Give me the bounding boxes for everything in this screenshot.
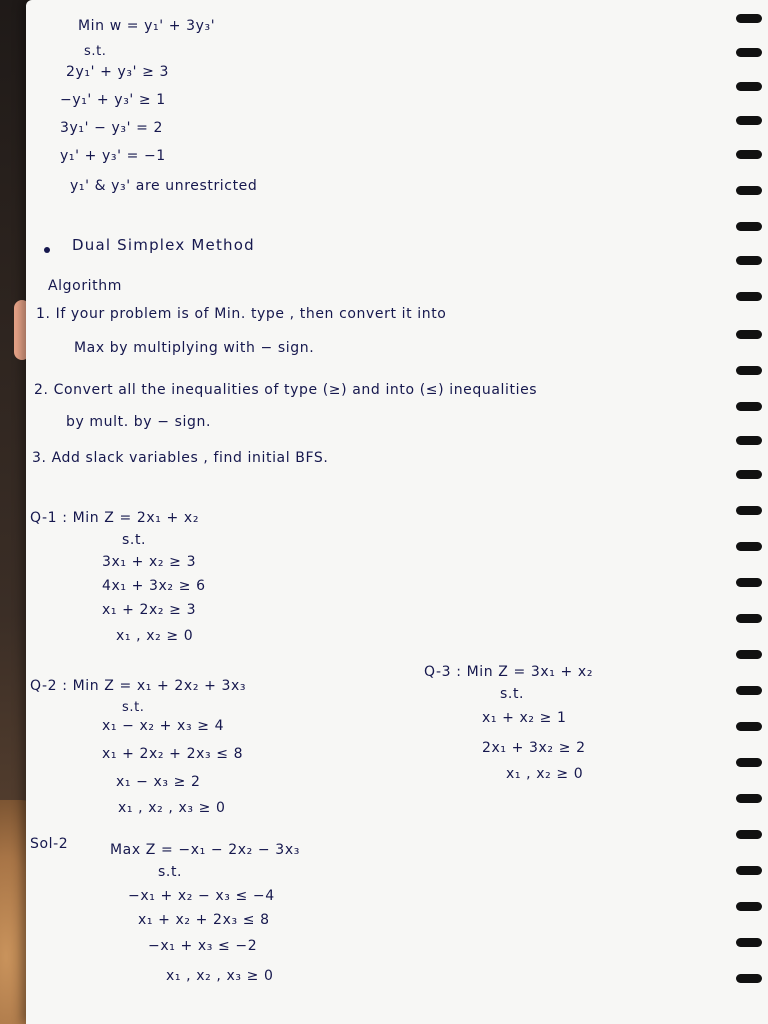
q1-constraint-1: 3x₁ + x₂ ≥ 3 xyxy=(102,554,197,570)
spiral-hole xyxy=(736,82,762,91)
solution-st: s.t. xyxy=(158,864,183,880)
q2-constraint-1: x₁ − x₂ + x₃ ≥ 4 xyxy=(102,718,225,734)
section-heading: Dual Simplex Method xyxy=(72,236,255,254)
dual-constraint-3: 3y₁' − y₃' = 2 xyxy=(60,120,163,136)
solution-objective: Max Z = −x₁ − 2x₂ − 3x₃ xyxy=(110,842,300,858)
spiral-hole xyxy=(736,686,762,695)
solution-constraint-1: −x₁ + x₂ − x₃ ≤ −4 xyxy=(128,888,275,904)
q3-constraint-2: 2x₁ + 3x₂ ≥ 2 xyxy=(482,740,586,756)
q2-constraint-3: x₁ − x₃ ≥ 2 xyxy=(116,774,201,790)
solution-constraint-3: −x₁ + x₃ ≤ −2 xyxy=(148,938,258,954)
dual-objective: Min w = y₁' + 3y₃' xyxy=(78,18,216,34)
step-2-line-2: by mult. by − sign. xyxy=(66,414,212,430)
dual-constraint-2: −y₁' + y₃' ≥ 1 xyxy=(60,92,166,108)
q3-objective: Q-3 : Min Z = 3x₁ + x₂ xyxy=(424,664,594,680)
spiral-hole xyxy=(736,794,762,803)
spiral-hole xyxy=(736,974,762,983)
solution-constraint-2: x₁ + x₂ + 2x₃ ≤ 8 xyxy=(138,912,270,928)
spiral-hole xyxy=(736,542,762,551)
q2-objective: Q-2 : Min Z = x₁ + 2x₂ + 3x₃ xyxy=(30,678,247,694)
step-1-line-2: Max by multiplying with − sign. xyxy=(74,340,315,356)
q2-constraint-2: x₁ + 2x₂ + 2x₃ ≤ 8 xyxy=(102,746,244,762)
q1-st: s.t. xyxy=(122,532,147,548)
dual-constraint-4: y₁' + y₃' = −1 xyxy=(60,148,166,164)
spiral-hole xyxy=(736,578,762,587)
spiral-hole xyxy=(736,292,762,301)
spiral-hole xyxy=(736,150,762,159)
spiral-hole xyxy=(736,366,762,375)
algorithm-label: Algorithm xyxy=(48,278,122,294)
unrestricted-note: y₁' & y₃' are unrestricted xyxy=(70,178,258,194)
spiral-hole xyxy=(736,222,762,231)
q3-nonneg: x₁ , x₂ ≥ 0 xyxy=(506,766,584,782)
q2-st: s.t. xyxy=(122,700,145,715)
spiral-hole xyxy=(736,758,762,767)
dual-constraint-1: 2y₁' + y₃' ≥ 3 xyxy=(66,64,169,80)
q2-nonneg: x₁ , x₂ , x₃ ≥ 0 xyxy=(118,800,226,816)
spiral-hole xyxy=(736,830,762,839)
step-3: 3. Add slack variables , find initial BFS. xyxy=(32,450,329,466)
spiral-hole xyxy=(736,116,762,125)
spiral-hole xyxy=(736,330,762,339)
spiral-binding xyxy=(728,0,768,1024)
q3-st: s.t. xyxy=(500,686,525,702)
q3-constraint-1: x₁ + x₂ ≥ 1 xyxy=(482,710,567,726)
q1-constraint-2: 4x₁ + 3x₂ ≥ 6 xyxy=(102,578,206,594)
solution-nonneg: x₁ , x₂ , x₃ ≥ 0 xyxy=(166,968,274,984)
spiral-hole xyxy=(736,14,762,23)
subject-to-label: s.t. xyxy=(84,44,107,59)
spiral-hole xyxy=(736,256,762,265)
q1-nonneg: x₁ , x₂ ≥ 0 xyxy=(116,628,194,644)
step-1-line-1: 1. If your problem is of Min. type , then convert it into xyxy=(36,306,447,322)
step-2-line-1: 2. Convert all the inequalities of type (≥) and into (≤) inequalities xyxy=(34,382,538,398)
spiral-hole xyxy=(736,436,762,445)
spiral-hole xyxy=(736,902,762,911)
spiral-hole xyxy=(736,722,762,731)
spiral-hole xyxy=(736,186,762,195)
bullet-point xyxy=(44,247,50,253)
q1-constraint-3: x₁ + 2x₂ ≥ 3 xyxy=(102,602,197,618)
spiral-hole xyxy=(736,866,762,875)
spiral-hole xyxy=(736,650,762,659)
spiral-hole xyxy=(736,48,762,57)
spiral-hole xyxy=(736,938,762,947)
spiral-hole xyxy=(736,470,762,479)
solution-label: Sol-2 xyxy=(30,836,69,852)
spiral-hole xyxy=(736,614,762,623)
q1-objective: Q-1 : Min Z = 2x₁ + x₂ xyxy=(30,510,200,526)
spiral-hole xyxy=(736,402,762,411)
spiral-hole xyxy=(736,506,762,515)
